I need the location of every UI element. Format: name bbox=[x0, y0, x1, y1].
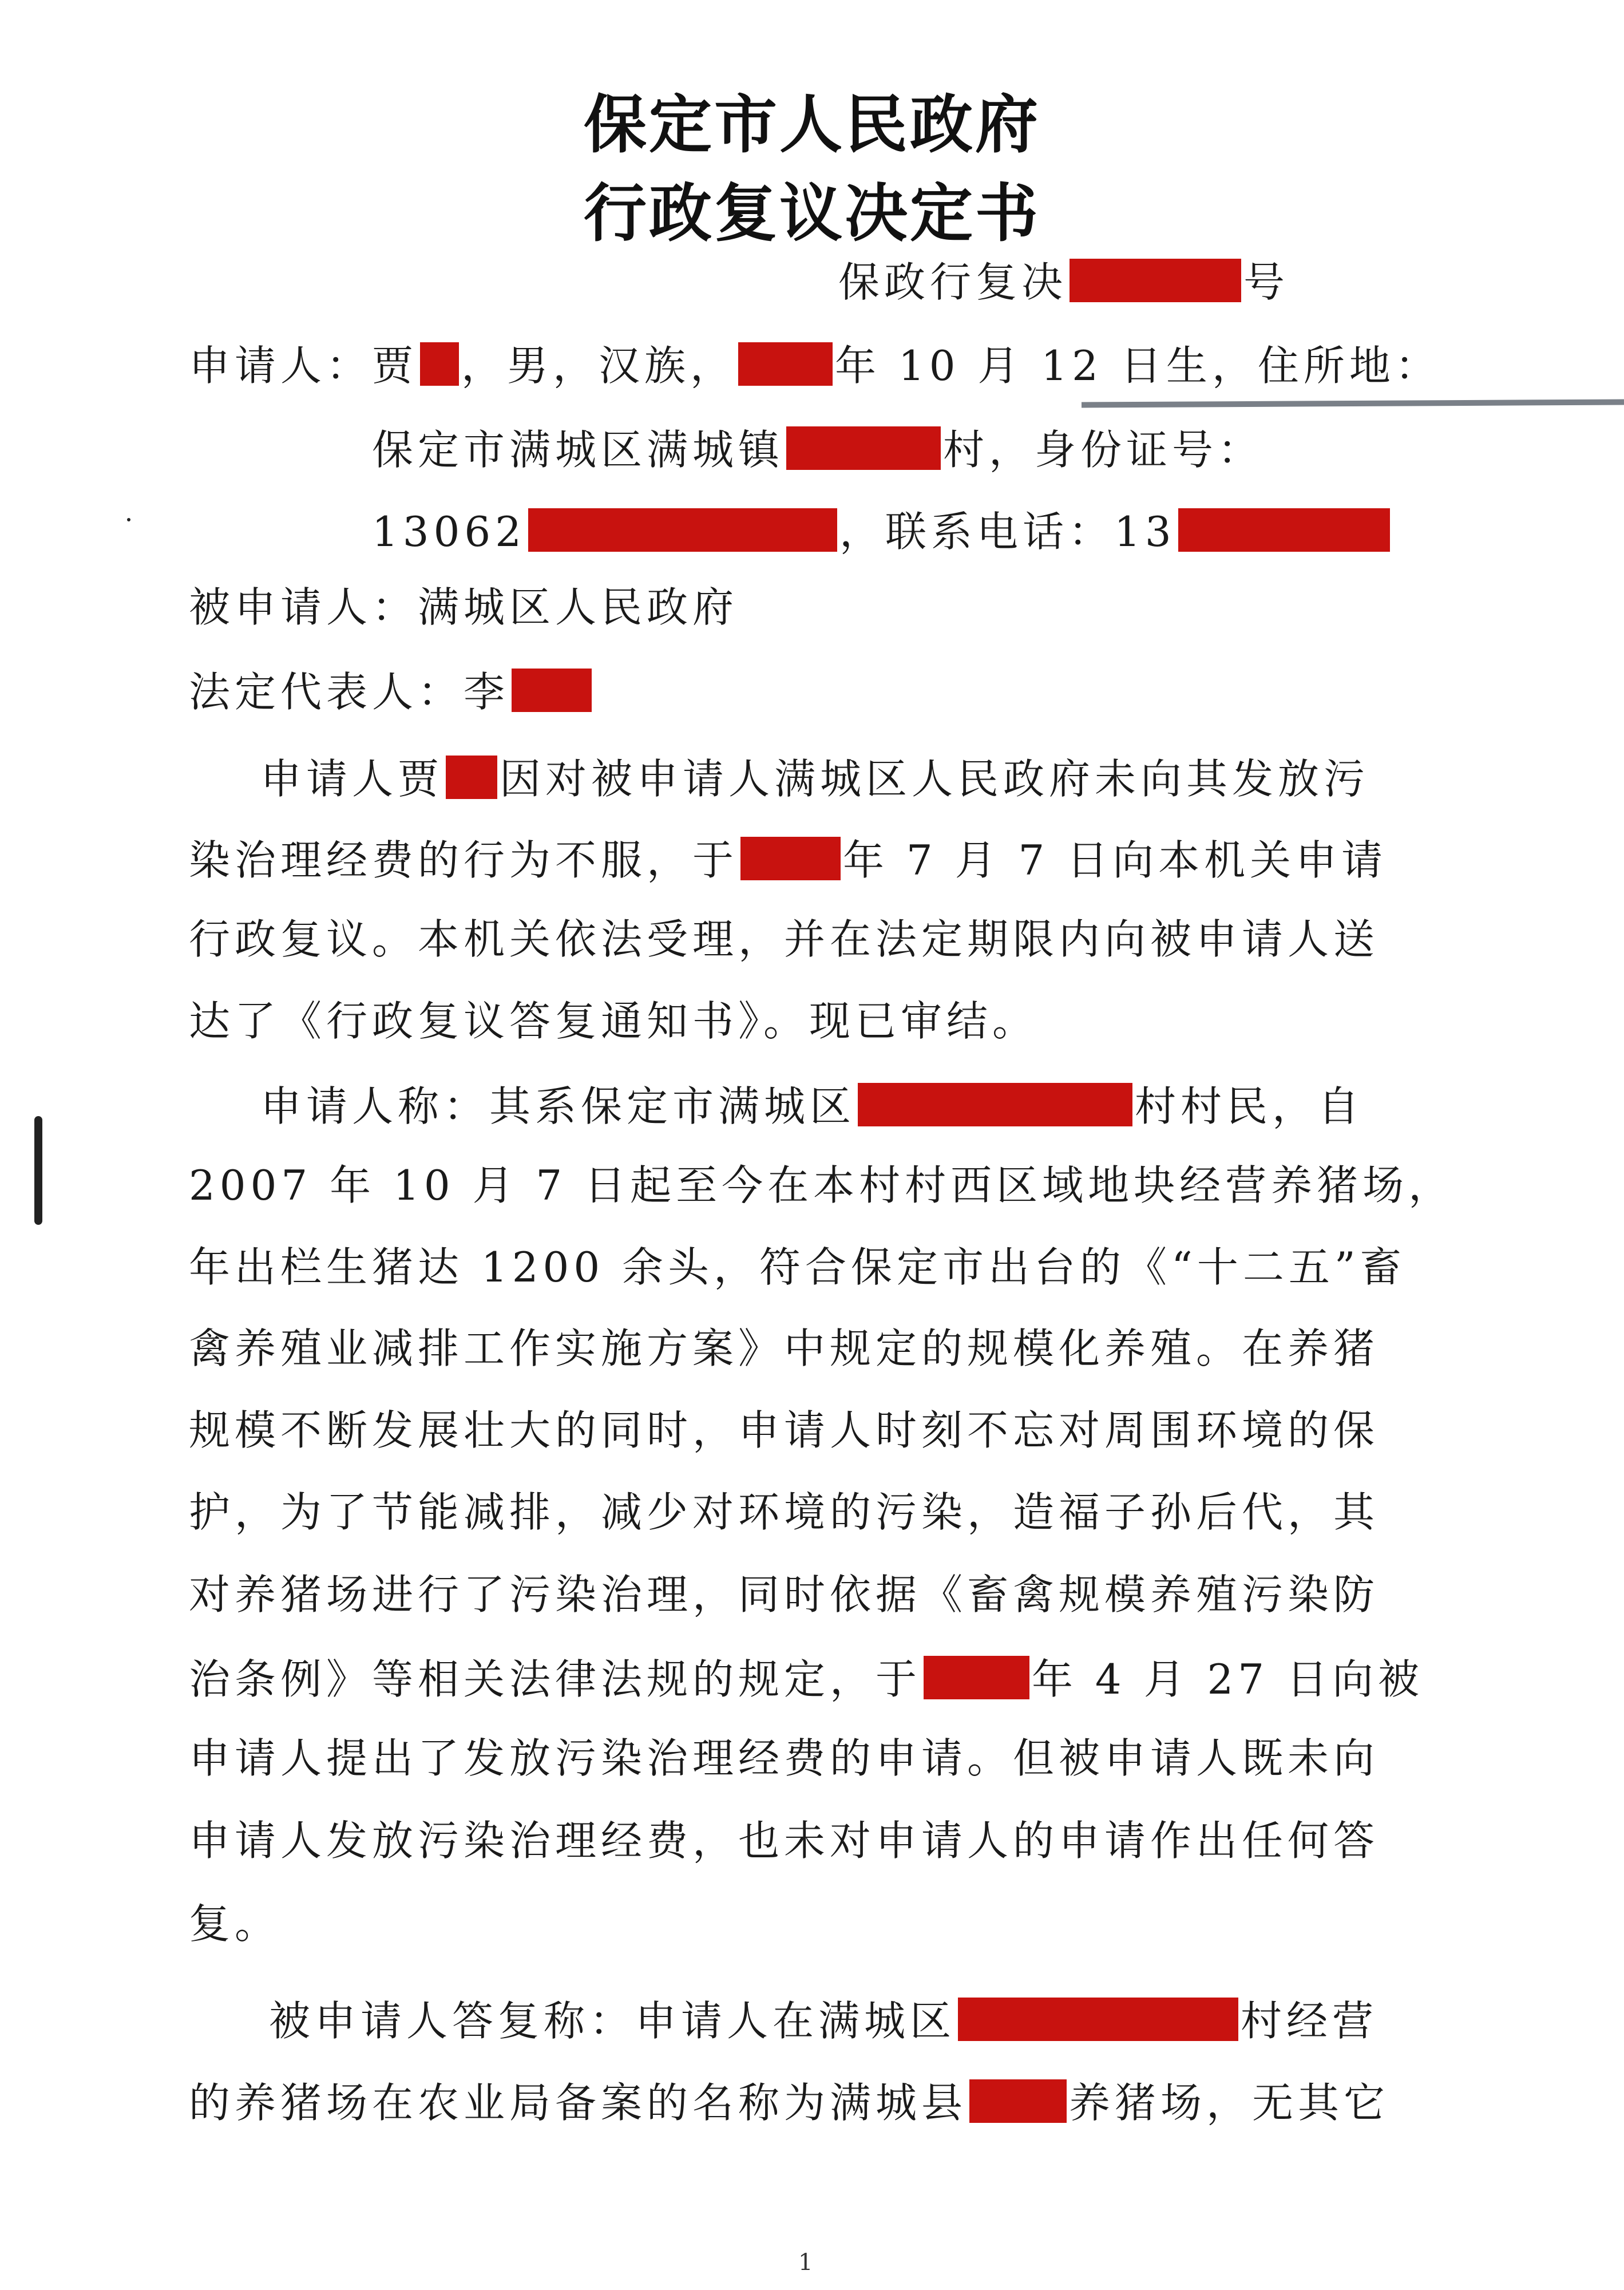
applicant-line-2: 保定市满城区满城镇 村，身份证号： bbox=[372, 426, 1264, 474]
page-number: 1 bbox=[798, 2249, 813, 2276]
redaction-box bbox=[958, 1998, 1238, 2041]
redaction-box bbox=[1178, 508, 1390, 552]
paragraph-1-line-1: 申请人贾 因对被申请人满城区人民政府未向其发放污 bbox=[260, 755, 1370, 803]
redaction-box bbox=[446, 756, 497, 799]
redaction-box bbox=[420, 342, 459, 386]
applicant-line-1: 申请人：贾 ，男，汉族， 年 10 月 12 日生，住所地： bbox=[189, 342, 1441, 390]
scan-margin-mark bbox=[34, 1116, 42, 1225]
scan-dust-speck bbox=[127, 518, 130, 521]
respondent-line: 被申请人：满城区人民政府 bbox=[189, 583, 739, 631]
redaction-box bbox=[858, 1083, 1132, 1126]
redaction-box bbox=[924, 1656, 1029, 1699]
redaction-box bbox=[512, 669, 592, 712]
paragraph-2-line-3: 年出栏生猪达 1200 余头，符合保定市出台的《“十二五”畜 bbox=[189, 1243, 1406, 1291]
redaction-box bbox=[1070, 259, 1241, 302]
paragraph-2-line-8: 治条例》等相关法律法规的规定，于 年 4 月 27 日向被 bbox=[189, 1655, 1424, 1703]
document-title-line2: 行政复议决定书 bbox=[584, 177, 1040, 250]
paragraph-3-line-2: 的养猪场在农业局备案的名称为满城县 养猪场，无其它 bbox=[189, 2079, 1390, 2127]
paragraph-2-line-5: 规模不断发展壮大的同时，申请人时刻不忘对周围环境的保 bbox=[189, 1406, 1380, 1454]
paragraph-2-line-11: 复。 bbox=[189, 1900, 281, 1948]
doc-number-suffix: 号 bbox=[1243, 258, 1290, 306]
document-number bbox=[838, 258, 1290, 306]
doc-number-prefix: 保政行复决 bbox=[838, 258, 1068, 306]
paragraph-1-line-2: 染治理经费的行为不服，于 年 7 月 7 日向本机关申请 bbox=[189, 836, 1388, 884]
paragraph-1-line-3: 行政复议。本机关依法受理，并在法定期限内向被申请人送 bbox=[189, 915, 1380, 963]
legal-representative-line: 法定代表人：李 bbox=[189, 669, 594, 713]
paragraph-2-line-9: 申请人提出了发放污染治理经费的申请。但被申请人既未向 bbox=[189, 1734, 1380, 1782]
redaction-box bbox=[738, 342, 833, 386]
redaction-box bbox=[969, 2079, 1067, 2123]
redaction-box bbox=[528, 508, 837, 552]
paragraph-3-line-1: 被申请人答复称：申请人在满城区 村经营 bbox=[269, 1997, 1379, 2045]
redaction-box bbox=[740, 837, 841, 880]
paragraph-1-line-4: 达了《行政复议答复通知书》。现已审结。 bbox=[189, 997, 1039, 1045]
applicant-line-3: 13062 ，联系电话：13 bbox=[372, 508, 1392, 552]
paragraph-2-line-7: 对养猪场进行了污染治理，同时依据《畜禽规模养殖污染防 bbox=[189, 1571, 1380, 1619]
paragraph-2-line-2: 2007 年 10 月 7 日起至今在本村村西区域地块经营养猪场， bbox=[189, 1161, 1455, 1209]
document-title-line1: 保定市人民政府 bbox=[584, 88, 1040, 161]
paragraph-2-line-4: 禽养殖业减排工作实施方案》中规定的规模化养殖。在养猪 bbox=[189, 1324, 1380, 1373]
paragraph-2-line-1: 申请人称：其系保定市满城区 村村民，自 bbox=[260, 1082, 1364, 1130]
redaction-box bbox=[786, 426, 941, 470]
scan-artifact-line bbox=[1082, 400, 1624, 408]
paragraph-2-line-10: 申请人发放污染治理经费，也未对申请人的申请作出任何答 bbox=[189, 1817, 1380, 1865]
paragraph-2-line-6: 护，为了节能减排，减少对环境的污染，造福子孙后代，其 bbox=[189, 1488, 1380, 1536]
